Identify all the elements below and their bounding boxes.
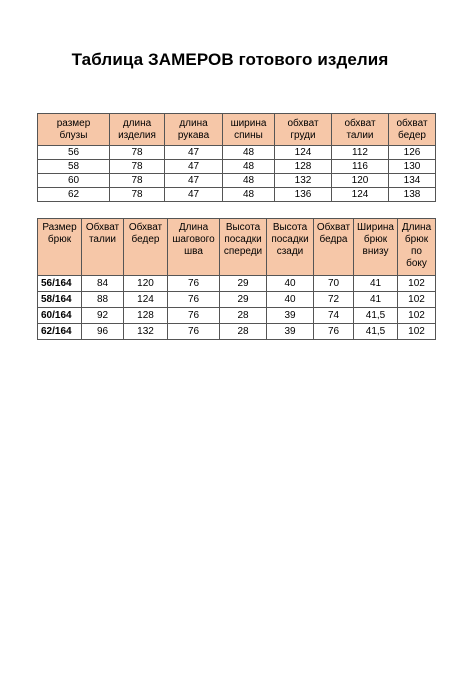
table-cell: 84 (82, 276, 124, 292)
table-cell: 74 (314, 308, 354, 324)
table-row (38, 324, 436, 340)
table-cell: 92 (82, 308, 124, 324)
table-cell: 120 (332, 174, 389, 188)
table-row (38, 146, 436, 160)
table-cell: 124 (124, 292, 168, 308)
table-cell: 102 (398, 324, 436, 340)
header-cell: Длина шагового шва (168, 219, 220, 276)
table-cell: 128 (275, 160, 332, 174)
header-cell: Размер брюк (38, 219, 82, 276)
table-cell: 76 (314, 324, 354, 340)
table-row (38, 174, 436, 188)
size-cell: 58/164 (38, 292, 82, 308)
table-row (38, 276, 436, 292)
table-row (38, 160, 436, 174)
table-cell: 41,5 (354, 324, 398, 340)
table-cell: 96 (82, 324, 124, 340)
table-cell: 48 (223, 174, 275, 188)
table-cell: 29 (220, 292, 267, 308)
table-row (38, 308, 436, 324)
table-cell: 58 (38, 160, 110, 174)
table-cell: 112 (332, 146, 389, 160)
table-cell: 47 (165, 160, 223, 174)
header-cell: Высота посадки спереди (220, 219, 267, 276)
table-cell: 28 (220, 324, 267, 340)
table-cell: 120 (124, 276, 168, 292)
table-cell: 102 (398, 276, 436, 292)
table-cell: 41 (354, 276, 398, 292)
table-cell: 130 (389, 160, 436, 174)
table-cell: 124 (275, 146, 332, 160)
page-title: Таблица ЗАМЕРОВ готового изделия (71, 50, 389, 69)
table-cell: 132 (124, 324, 168, 340)
table-cell: 132 (275, 174, 332, 188)
table-cell: 78 (110, 188, 165, 202)
header-cell: Обхват талии (82, 219, 124, 276)
table-cell: 48 (223, 188, 275, 202)
table-header-row (38, 114, 436, 146)
table-cell: 41 (354, 292, 398, 308)
table-cell: 116 (332, 160, 389, 174)
header-cell: обхват бедер (389, 114, 436, 146)
table-cell: 136 (275, 188, 332, 202)
table-cell: 60 (38, 174, 110, 188)
table-cell: 138 (389, 188, 436, 202)
table-cell: 76 (168, 292, 220, 308)
header-cell: Высота посадки сзади (267, 219, 314, 276)
size-cell: 60/164 (38, 308, 82, 324)
table-cell: 41,5 (354, 308, 398, 324)
table-cell: 124 (332, 188, 389, 202)
table-cell: 134 (389, 174, 436, 188)
header-cell: Обхват бедер (124, 219, 168, 276)
header-cell: ширина спины (223, 114, 275, 146)
header-cell: длина рукава (165, 114, 223, 146)
table-cell: 88 (82, 292, 124, 308)
table-cell: 76 (168, 324, 220, 340)
table-cell: 47 (165, 146, 223, 160)
size-cell: 62/164 (38, 324, 82, 340)
table-cell: 78 (110, 146, 165, 160)
table-cell: 62 (38, 188, 110, 202)
table-cell: 78 (110, 160, 165, 174)
table-cell: 56 (38, 146, 110, 160)
table-cell: 48 (223, 146, 275, 160)
blouse-measurements-table (37, 113, 436, 202)
table-row (38, 188, 436, 202)
header-cell: Ширина брюк внизу (354, 219, 398, 276)
table-cell: 72 (314, 292, 354, 308)
table-cell: 76 (168, 276, 220, 292)
table-cell: 48 (223, 160, 275, 174)
table-cell: 126 (389, 146, 436, 160)
table-cell: 39 (267, 324, 314, 340)
header-cell: длина изделия (110, 114, 165, 146)
table-cell: 78 (110, 174, 165, 188)
table-cell: 47 (165, 174, 223, 188)
table-row (38, 292, 436, 308)
trousers-measurements-table (37, 218, 436, 340)
table-cell: 28 (220, 308, 267, 324)
header-cell: обхват груди (275, 114, 332, 146)
table-cell: 102 (398, 292, 436, 308)
table-cell: 29 (220, 276, 267, 292)
table-cell: 128 (124, 308, 168, 324)
table-cell: 40 (267, 292, 314, 308)
header-cell: Длина брюк по боку (398, 219, 436, 276)
table-header-row (38, 219, 436, 276)
table-cell: 76 (168, 308, 220, 324)
size-cell: 56/164 (38, 276, 82, 292)
table-cell: 47 (165, 188, 223, 202)
header-cell: Обхват бедра (314, 219, 354, 276)
table-cell: 70 (314, 276, 354, 292)
table-cell: 40 (267, 276, 314, 292)
table-cell: 102 (398, 308, 436, 324)
header-cell: обхват талии (332, 114, 389, 146)
table-cell: 39 (267, 308, 314, 324)
header-cell: размер блузы (38, 114, 110, 146)
